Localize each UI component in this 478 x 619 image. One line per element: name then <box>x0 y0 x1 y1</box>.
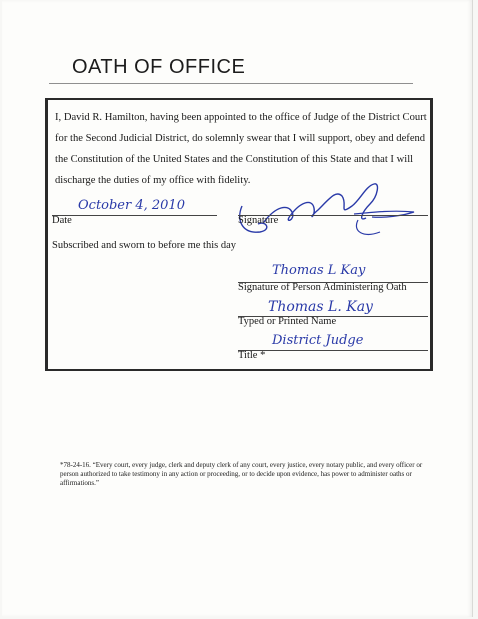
subscribed-text: Subscribed and sworn to before me this day <box>52 240 237 251</box>
administrator-signature-handwritten: Thomas L Kay <box>272 263 366 278</box>
date-line <box>52 215 217 216</box>
title-divider <box>49 83 413 84</box>
administrator-signature-label: Signature of Person Administering Oath <box>238 282 407 293</box>
date-handwritten: October 4, 2010 <box>78 198 185 213</box>
title-handwritten: District Judge <box>272 333 364 348</box>
printed-name-handwritten: Thomas L. Kay <box>268 299 373 315</box>
oath-box <box>45 98 433 371</box>
document-page <box>2 0 473 617</box>
page-title: OATH OF OFFICE <box>72 56 246 78</box>
footnote: *78-24-16. “Every court, every judge, clerk and deputy clerk of any court, every justice, every notary public, and every officer or person authorized to take testimony in any action or proceeding, or to decide upon evidence, has power to administer oaths or affirmations.” <box>60 461 423 487</box>
printed-name-label-text: Typed or Printed Name <box>238 316 337 327</box>
oath-text: I, David R. Hamilton, having been appointed to the office of Judge of the District Court for the Second Judicial District, do solemnly swear that I will support, obey and defend the Constitution of the United States and the Constitution of this State and that I will discharge the duties of my office with fidelity. <box>55 112 427 186</box>
signature-label: Signature <box>238 215 279 226</box>
title-label: Title * <box>238 350 266 361</box>
oath-taker-signature <box>234 176 424 242</box>
date-label: Date <box>52 215 72 226</box>
title-line <box>238 350 428 351</box>
